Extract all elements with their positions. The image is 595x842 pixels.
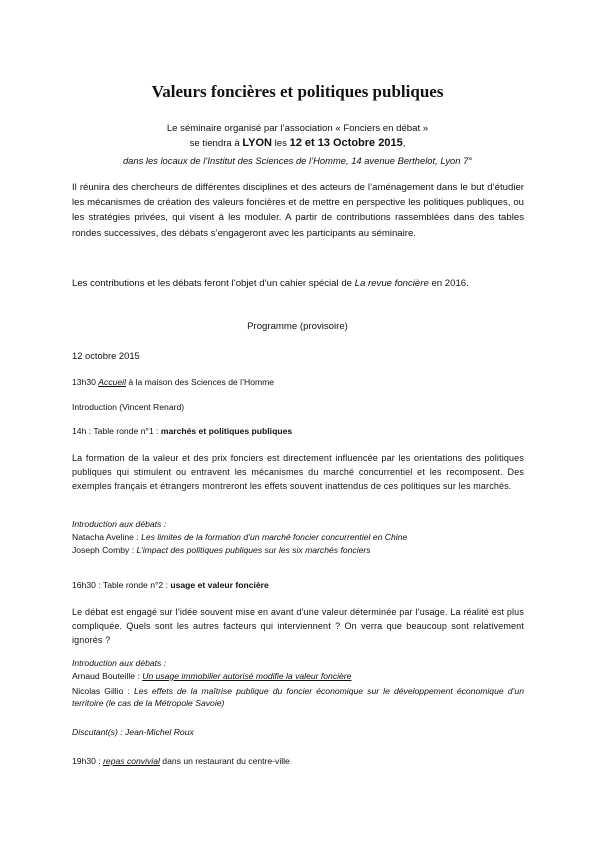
table-ronde-2-title: usage et valeur foncière — [170, 580, 269, 590]
session-accueil — [72, 377, 524, 388]
accueil-label: Accueil — [98, 377, 126, 387]
table-ronde-1-speaker-2 — [72, 545, 524, 556]
table-ronde-2-speaker-2 — [72, 685, 524, 709]
speaker-talk: L’impact des politiques publiques sur les six marchés fonciers — [136, 545, 371, 555]
speaker-talk: Les effets de la maîtrise publique du foncier économique sur le développement économique d’un territoire (le cas de la Métropole Savoie) — [72, 686, 524, 708]
intro-city: LYON — [242, 137, 272, 149]
speaker-name: Arnaud Bouteille : — [72, 671, 143, 681]
dinner-location: dans un restaurant du centre-ville — [159, 756, 290, 766]
document-title: Valeurs foncières et politiques publiques — [151, 82, 444, 101]
journal-title: La revue foncière — [354, 278, 429, 289]
paragraph-publication — [72, 276, 524, 291]
intro-line-2-pre: se tiendra à — [189, 138, 243, 149]
session-dinner — [72, 756, 524, 767]
discutant: Discutant(s) : Jean-Michel Roux — [72, 727, 194, 737]
accueil-time: 13h30 — [72, 377, 99, 387]
table-ronde-2-heading — [72, 580, 524, 591]
dinner-label: repas convivial — [103, 756, 160, 766]
intro-line-1: Le séminaire organisé par l’association « Fonciers en débat » — [166, 123, 429, 134]
intro-line-2-mid: les — [271, 138, 290, 149]
table-ronde-1-heading — [72, 426, 524, 437]
intro-venue: dans les locaux de l’Institut des Sciences de l’Homme, 14 avenue Berthelot, Lyon 7° — [122, 155, 473, 166]
intro-line-2-post: , — [402, 138, 406, 149]
speaker-talk: Les limites de la formation d’un marché foncier concurrentiel en Chine — [141, 532, 408, 542]
paragraph-purpose: Il réunira des chercheurs de différentes disciplines et des acteurs de l’aménagement dans le but d’étudier les mécanismes de création des valeurs foncières et de mettre en perspective les politiques publiques, ou les stratégies privées, qui visent à les moduler. A partir de contributions rassemblées dans des tables rondes successives, des débats s’engageront avec les participants au séminaire. — [72, 182, 524, 239]
speaker-name: Natacha Aveline : — [72, 532, 142, 542]
intro-line-2 — [0, 137, 595, 150]
table-ronde-1-speaker-1 — [72, 532, 524, 543]
accueil-location: à la maison des Sciences de l’Homme — [126, 377, 275, 387]
table-ronde-1-time: 14h : Table ronde n°1 : — [72, 426, 161, 436]
publication-text-post: en 2016. — [428, 278, 469, 289]
speaker-name: Joseph Comby : — [72, 545, 137, 555]
publication-text-pre: Les contributions et les débats feront l’objet d’un cahier spécial de — [72, 278, 355, 289]
table-ronde-1-title: marchés et politiques publiques — [160, 426, 293, 436]
table-ronde-2-text: Le débat est engagé sur l’idée souvent mise en avant d’une valeur déterminée par l’usage. La réalité est plus compliquée. Quels sont les autres facteurs qui interviennent ? On verra que beaucoup sont relativement ignorés ? — [72, 607, 524, 645]
programme-heading: Programme (provisoire) — [247, 321, 348, 332]
table-ronde-1-intro-label: Introduction aux débats : — [72, 519, 167, 529]
dinner-time: 19h30 : — [72, 756, 104, 766]
speaker-name: Nicolas Gillio : — [72, 686, 134, 696]
intro-dates: 12 et 13 Octobre 2015 — [289, 137, 403, 149]
table-ronde-2-speaker-1 — [72, 671, 524, 682]
day-heading: 12 octobre 2015 — [72, 350, 140, 361]
table-ronde-2-time: 16h30 : Table ronde n°2 : — [72, 580, 171, 590]
table-ronde-2-intro-label: Introduction aux débats : — [72, 658, 167, 668]
speaker-talk: Un usage immobilier autorisé modifie la valeur foncière — [142, 671, 352, 681]
table-ronde-1-text: La formation de la valeur et des prix fonciers est directement influencée par les orientations des politiques publiques qui stimulent ou entravent les mécanismes du marché concurrentiel et les recomposent. Des exemples français et étrangers montreront les effets souvent inattendus de ces politiques sur les marchés. — [72, 453, 524, 491]
session-introduction: Introduction (Vincent Renard) — [72, 402, 185, 412]
